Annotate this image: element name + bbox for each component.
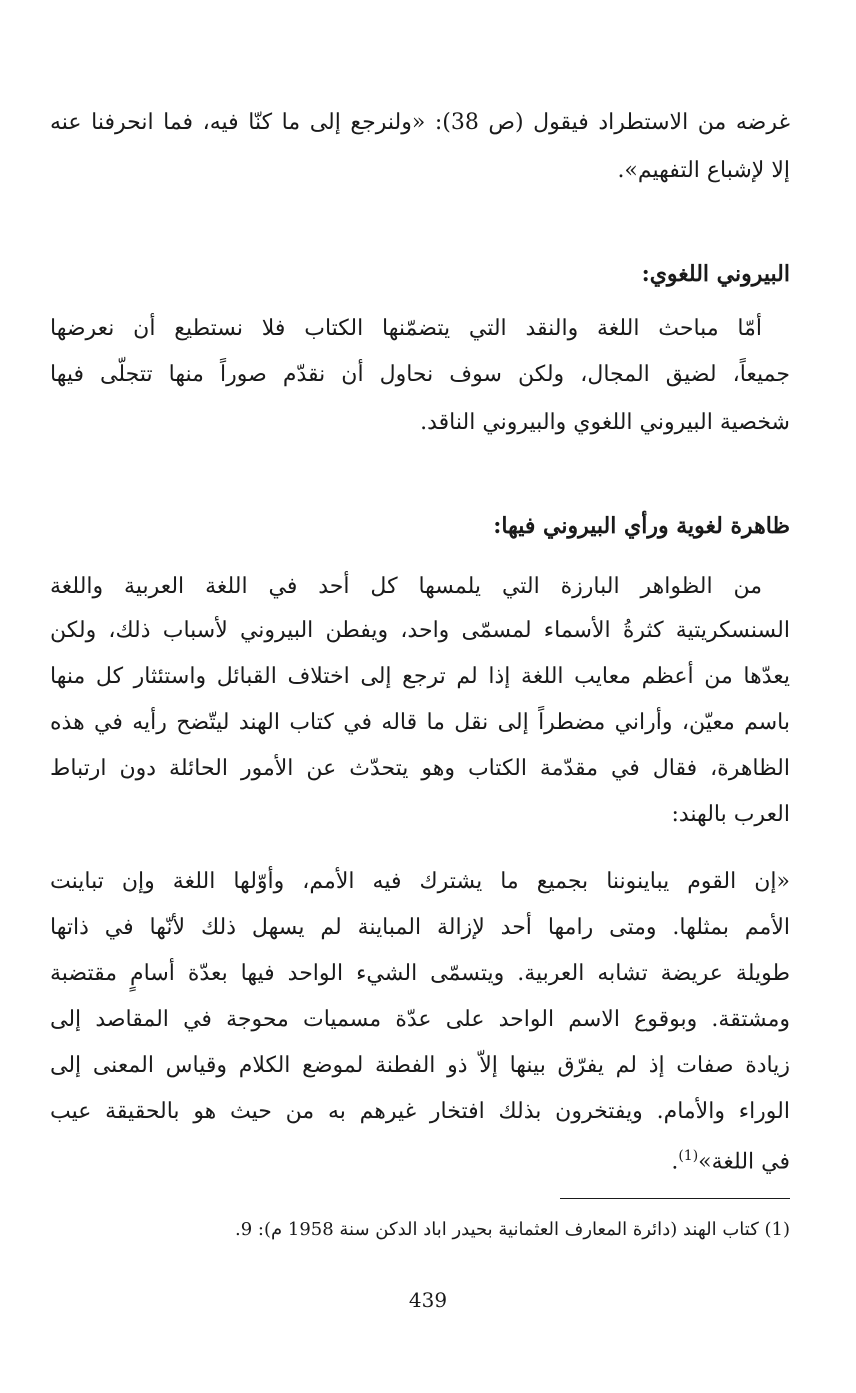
- paragraph-3-line-3: يعدّها من أعظم معايب اللغة إذا لم ترجع إلى اختلاف القبائل واستئثار كل منها: [50, 664, 790, 689]
- paragraph-2-line-1: أمّا مباحث اللغة والنقد التي يتضمّنها الكتاب فلا نستطيع أن نعرضها: [50, 316, 762, 341]
- paragraph-2-line-2: جميعاً، لضيق المجال، ولكن سوف نحاول أن نقدّم صوراً منها تتجلّى فيها: [50, 362, 790, 387]
- quote-line-7: [50, 1136, 790, 1176]
- paragraph-3-line-2: السنسكريتية كثرةُ الأسماء لمسمّى واحد، ويفطن البيروني لأسباب ذلك، ولكن: [50, 618, 790, 643]
- quote-line-2: الأمم بمثلها. ومتى رامها أحد لإزالة المباينة لم يسهل ذلك لأنّها في ذاتها: [50, 915, 790, 940]
- paragraph-3-line-6: العرب بالهند:: [671, 802, 790, 827]
- footnote-reference: (1): [678, 1148, 699, 1164]
- quote-line-3: طويلة عريضة تشابه العربية. ويتسمّى الشيء الواحد فيها بعدّة أسامٍ مقتضبة: [50, 961, 790, 986]
- paragraph-1-line-2: إلا لإشباع التفهيم».: [617, 158, 790, 183]
- section-heading-linguist: البيروني اللغوي:: [641, 261, 790, 287]
- paragraph-3-line-4: باسم معيّن، وأراني مضطراً إلى نقل ما قاله في كتاب الهند ليتّضح رأيه في هذه: [50, 710, 790, 735]
- quote-line-6: الوراء والأمام. ويفتخرون بذلك افتخار غيرهم به من حيث هو بالحقيقة عيب: [50, 1099, 790, 1124]
- quote-line-5: زيادة صفات إذ لم يفرّق بينها إلاّ ذو الفطنة لموضع الكلام وقياس المعنى إلى: [50, 1053, 790, 1078]
- quote-line-7-end: .: [671, 1149, 679, 1175]
- quote-line-7-text: في اللغة»: [698, 1149, 790, 1175]
- paragraph-3-line-1: من الظواهر البارزة التي يلمسها كل أحد في اللغة العربية واللغة: [50, 574, 762, 599]
- footnote-separator: [560, 1198, 790, 1199]
- paragraph-1-line-1: غرضه من الاستطراد فيقول (ص 38): «ولنرجع إلى ما كنّا فيه، فما انحرفنا عنه: [50, 110, 790, 135]
- page-number: 439: [408, 1288, 448, 1312]
- section-heading-phenomenon: ظاهرة لغوية ورأي البيروني فيها:: [493, 513, 790, 539]
- paragraph-3-line-5: الظاهرة، فقال في مقدّمة الكتاب وهو يتحدّث عن الأمور الحائلة دون ارتباط: [50, 756, 790, 781]
- quote-line-1: «إن القوم يباينوننا بجميع ما يشترك فيه الأمم، وأوّلها اللغة وإن تباينت: [50, 869, 790, 894]
- quote-line-4: ومشتقة. وبوقوع الاسم الواحد على عدّة مسميات محوجة في المقاصد إلى: [50, 1007, 790, 1032]
- footnote: (1) كتاب الهند (دائرة المعارف العثمانية بحيدر اباد الدكن سنة 1958 م): 9.: [235, 1219, 790, 1240]
- paragraph-2-line-3: شخصية البيروني اللغوي والبيروني الناقد.: [420, 410, 790, 435]
